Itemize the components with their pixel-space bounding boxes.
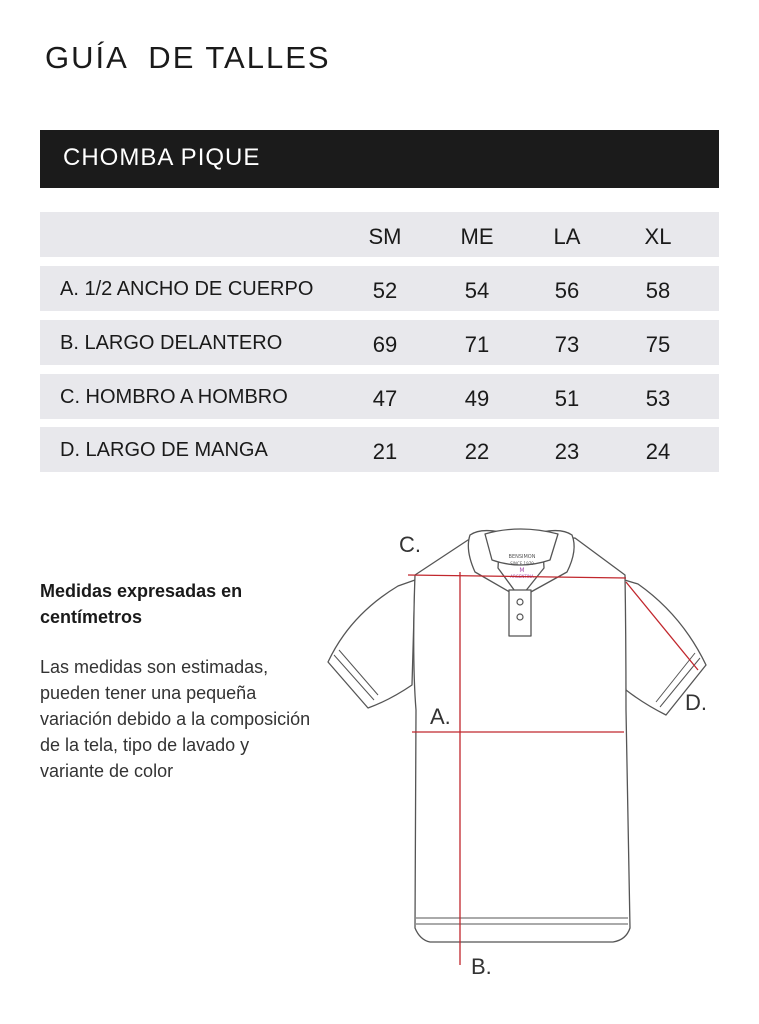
measure-label-a: A. xyxy=(430,704,451,729)
shirt-outline xyxy=(328,529,706,942)
table-cell: 58 xyxy=(645,278,671,303)
row-label: D. LARGO DE MANGA xyxy=(60,439,268,461)
table-cell: 71 xyxy=(464,332,490,357)
size-header-la: LA xyxy=(553,224,581,249)
size-header-me: ME xyxy=(460,224,494,249)
placket xyxy=(509,590,531,636)
table-cell: 56 xyxy=(554,278,580,303)
table-row xyxy=(40,427,719,472)
table-cell: 24 xyxy=(645,439,671,464)
table-header-row xyxy=(40,212,719,257)
tag-size: M xyxy=(519,567,525,574)
table-cell: 69 xyxy=(372,332,398,357)
table-cell: 73 xyxy=(554,332,580,357)
units-note-body: Las medidas son estimadas, pueden tener una pequeña variación debido a la composición de la tela, tipo de lavado y variante de color xyxy=(40,657,311,781)
size-header-xl: XL xyxy=(644,224,672,249)
measure-label-c: C. xyxy=(399,532,421,557)
button-icon xyxy=(517,614,523,620)
size-header-sm: SM xyxy=(368,224,402,249)
left-sleeve xyxy=(328,580,415,708)
table-cell: 54 xyxy=(464,278,490,303)
table-cell: 23 xyxy=(554,439,580,464)
table-row xyxy=(40,374,719,419)
table-cell: 47 xyxy=(372,386,398,411)
button-icon xyxy=(517,599,523,605)
measure-label-b: B. xyxy=(471,954,492,979)
row-label: B. LARGO DELANTERO xyxy=(60,332,283,354)
table-cell: 21 xyxy=(372,439,398,464)
tag-made: ARGENTINA xyxy=(510,574,534,579)
tag-brand: BENSIMON xyxy=(508,554,536,560)
measure-label-d: D. xyxy=(685,690,707,715)
row-label: A. 1/2 ANCHO DE CUERPO xyxy=(60,278,314,300)
table-cell: 22 xyxy=(464,439,490,464)
table-row xyxy=(40,320,719,365)
table-cell: 75 xyxy=(645,332,671,357)
product-name: CHOMBA PIQUE xyxy=(63,144,261,171)
polo-shirt-diagram xyxy=(320,520,740,990)
table-cell: 52 xyxy=(372,278,398,303)
row-label: C. HOMBRO A HOMBRO xyxy=(60,386,288,408)
polo-shirt-illustration xyxy=(320,520,740,990)
table-cell: 51 xyxy=(554,386,580,411)
table-cell: 49 xyxy=(464,386,490,411)
units-note-heading: Medidas expresadas en centímetros xyxy=(40,581,243,627)
table-row xyxy=(40,266,719,311)
page-title: GUÍA DE TALLES xyxy=(45,40,331,75)
product-banner xyxy=(40,130,719,188)
table-cell: 53 xyxy=(645,386,671,411)
tag-line: SINCE 1979 xyxy=(510,561,534,566)
